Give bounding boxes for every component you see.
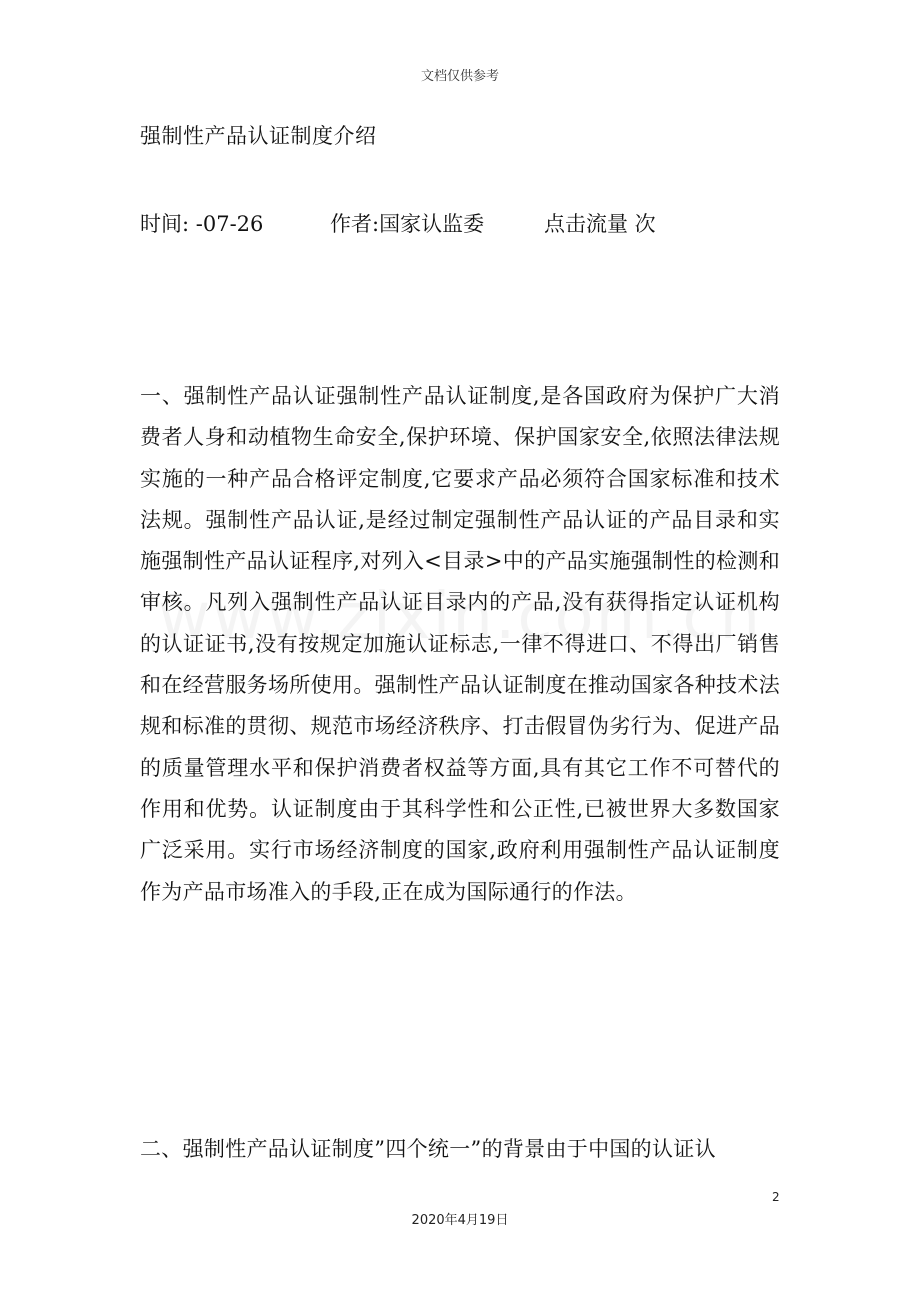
document-meta xyxy=(140,208,656,238)
meta-time: 时间: -07-26 xyxy=(140,212,264,236)
meta-author: 作者:国家认监委 xyxy=(330,212,485,236)
meta-clicks: 点击流量 次 xyxy=(544,212,656,236)
paragraph-2: 二、强制性产品认证制度”四个统一”的背景由于中国的认证认 xyxy=(140,1137,716,1161)
footer-date: 2020年4月19日 xyxy=(411,1213,509,1228)
document-title: 强制性产品认证制度介绍 xyxy=(140,124,377,148)
page-number: 2 xyxy=(772,1190,780,1204)
paragraph-1: 一、强制性产品认证强制性产品认证制度,是各国政府为保护广大消费者人身和动植物生命安全,保护环境、保护国家安全,依照法律法规实施的一种产品合格评定制度,它要求产品必须符合国家标准和技术法规。强制性产品认证,是经过制定强制性产品认证的产品目录和实施强制性产品认证程序,对列入<目录>中的产品实施强制性的检测和审核。凡列入强制性产品认证目录内的产品,没有获得指定认证机构的认证证书,没有按规定加施认证标志,一律不得进口、不得出厂销售和在经营服务场所使用。强制性产品认证制度在推动国家各种技术法规和标准的贯彻、规范市场经济秩序、打击假冒伪劣行为、促进产品的质量管理水平和保护消费者权益等方面,具有其它工作不可替代的作用和优势。认证制度由于其科学性和公正性,已被世界大多数国家广泛采用。实行市场经济制度的国家,政府利用强制性产品认证制度作为产品市场准入的手段,正在成为国际通行的作法。 xyxy=(140,384,780,904)
header-note: 文档仅供参考 xyxy=(420,69,499,84)
